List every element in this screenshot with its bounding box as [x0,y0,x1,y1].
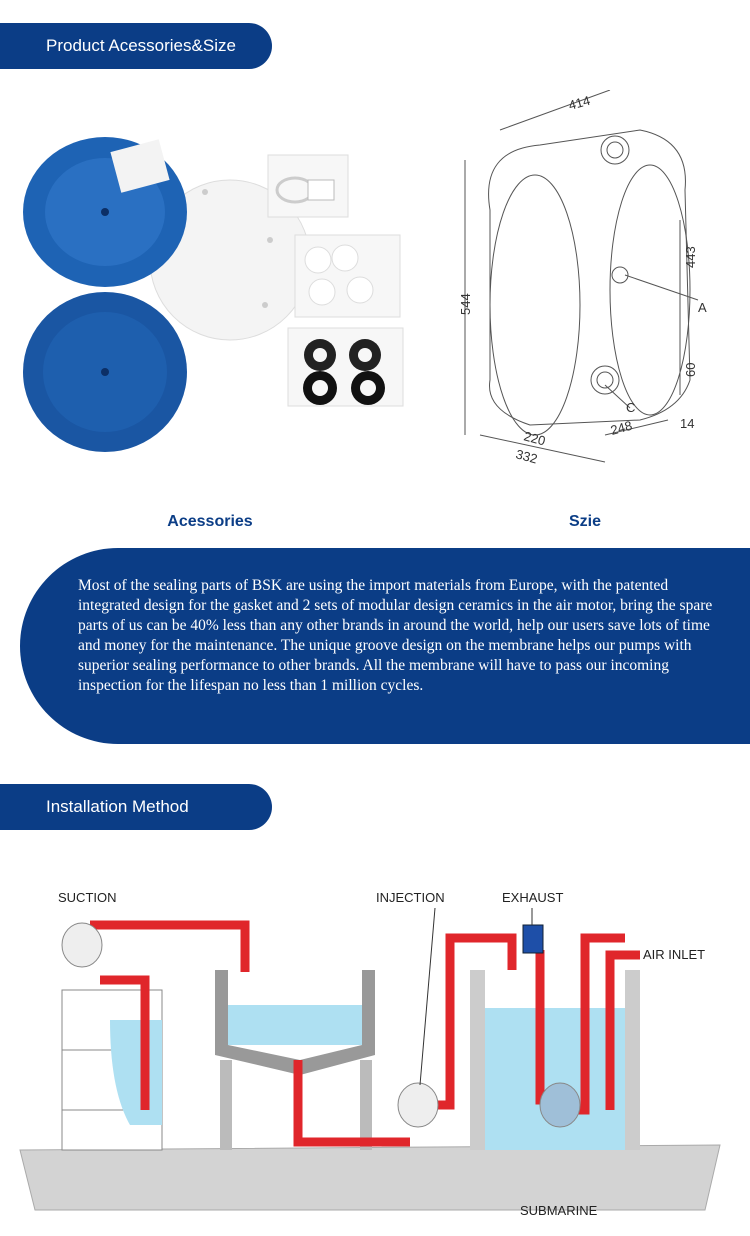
dim-60: 60 [683,362,698,377]
label-submarine: SUBMARINE [520,1203,598,1218]
dim-414: 414 [566,92,592,113]
dim-220: 220 [522,428,548,449]
label-c: C [626,400,636,415]
dim-248: 248 [608,417,634,438]
label-exhaust: EXHAUST [502,890,564,905]
dim-14: 14 [680,416,695,431]
dim-443: 443 [683,246,698,268]
caption-size: Szie [568,513,601,530]
section-banner-installation: Installation Method [0,784,272,830]
size-drawing [440,90,740,470]
section-banner-accessories: Product Acessories&Size [0,23,272,69]
installation-diagram [0,860,750,1236]
label-suction: SUCTION [58,890,117,905]
caption-accessories: Acessories [167,513,253,530]
dim-332: 332 [514,446,540,467]
dim-544: 544 [458,293,473,315]
description-panel [20,548,750,744]
label-injection: INJECTION [376,890,445,905]
label-a: A [698,300,707,315]
label-air-inlet: AIR INLET [643,947,706,962]
accessories-photo [20,130,415,460]
description-text: Most of the sealing parts of BSK are using the import materials from Europe, with the patented integrated design for the gasket and 2 sets of modular design ceramics in the air motor, bring the spare parts of us can be 40% less than any other brands in around the world, help our users save lots of time and money for the maintenance. The unique groove design on the membrane helps our pumps with superior sealing performance to other brands. All the membrane will have to pass our incoming inspection for the lifespan no less than 1 million cycles. [78,577,713,694]
